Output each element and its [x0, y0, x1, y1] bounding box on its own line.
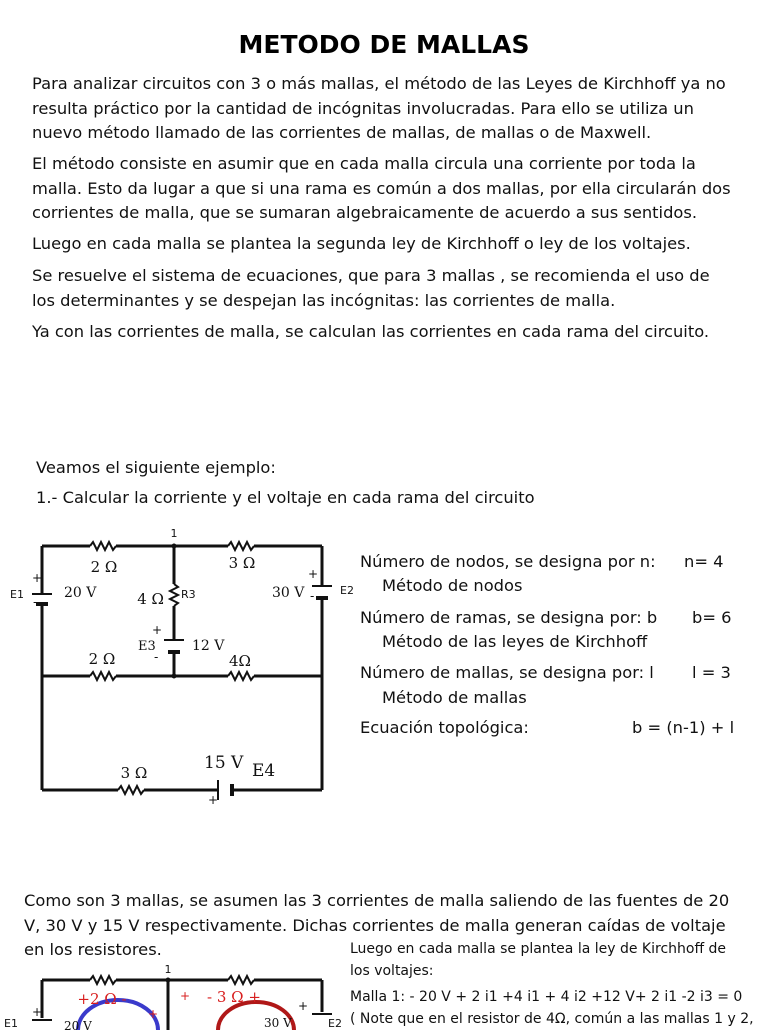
resistor-r3-value: 4 Ω [137, 590, 164, 608]
c2-e2-name: E2 [328, 1017, 342, 1030]
battery-e3-value: 12 V [192, 638, 225, 654]
mesh-1-equation: Malla 1: - 20 V + 2 i1 +4 i1 + 4 i2 +12 V+ 2 i1 -2 i3 = 0 [350, 989, 743, 1005]
battery-e3-plus: + [152, 623, 163, 637]
branches-label: Número de ramas, se designa por: b [360, 608, 658, 627]
meshes-value: l = 3 [692, 663, 731, 682]
battery-e2-value: 30 V [272, 585, 305, 601]
battery-e1-name: E1 [10, 588, 24, 601]
battery-e4-name: E4 [252, 761, 276, 781]
c2-e1-value: 20 V [64, 1019, 92, 1030]
battery-e4-plus: + [208, 793, 219, 807]
example-intro: Veamos el siguiente ejemplo: [36, 458, 276, 477]
resistor-bottom-label: 3 Ω [120, 764, 148, 782]
nodes-label: Número de nodos, se designa por n: [360, 552, 656, 571]
c2-e2-plus: + [298, 999, 309, 1013]
resistor-mid-left-label: 2 Ω [88, 650, 116, 668]
battery-e4-value: 15 V [204, 753, 244, 773]
node-label: 1 [170, 527, 178, 540]
kirchhoff-note: Luego en cada malla se plantea la ley de Kirchhoff de los voltajes: [350, 941, 727, 979]
paragraph-mesh-currents: Como son 3 mallas, se asumen las 3 corrientes de malla saliendo de las fuentes de 20 V, 30 V y 15 V respectivamente. Dichas corrientes de malla generan caídas de voltaje en los resistores. [24, 891, 730, 959]
resistor-top-left-label: 2 Ω [90, 558, 118, 576]
c2-resistor-right-label: - 3 Ω + [207, 988, 261, 1006]
c2-node-label: 1 [164, 963, 172, 976]
resistor-top-right-label: 3 Ω [228, 554, 256, 572]
meshes-label: Número de mallas, se designa por: l [360, 663, 654, 682]
branches-method: Método de las leyes de Kirchhoff [382, 632, 648, 651]
resistor-r3-name: R3 [181, 588, 196, 601]
battery-e1-minus: - [33, 595, 38, 609]
topological-equation-label: Ecuación topológica: [360, 718, 529, 737]
paragraph-determinants: Se resuelve el sistema de ecuaciones, que para 3 mallas , se recomienda el uso de los determinantes y se despejan las incógnitas: las corrientes de malla. [32, 266, 710, 310]
battery-e1-plus: + [32, 571, 43, 585]
c2-e1-plus: + [32, 1005, 43, 1019]
page-title: METODO DE MALLAS [238, 30, 530, 59]
paragraph-intro: Para analizar circuitos con 3 o más mallas, el método de las Leyes de Kirchhoff ya no resulta práctico por la cantidad de incógnitas involucradas. Para ello se utiliza un nuevo método llamado de las corrientes de mallas, de mallas o de Maxwell. [32, 74, 726, 142]
battery-e2-name: E2 [340, 584, 354, 597]
meshes-method: Método de mallas [382, 688, 527, 707]
paragraph-branch-currents: Ya con las corrientes de malla, se calculan las corrientes en cada rama del circuito. [32, 322, 710, 341]
c2-sign-plus-2: + [180, 989, 191, 1003]
branches-value: b= 6 [692, 608, 732, 627]
paragraph-kirchhoff: Luego en cada malla se plantea la segunda ley de Kirchhoff o ley de los voltajes. [32, 234, 691, 253]
battery-e3-name: E3 [138, 639, 156, 654]
battery-e2-plus: + [308, 567, 319, 581]
battery-e3-minus: - [154, 650, 159, 664]
topological-equation-formula: b = (n-1) + l [632, 718, 735, 737]
battery-e2-minus: - [310, 589, 315, 603]
c2-sign-plus-1: + [148, 1007, 159, 1021]
resistor-mid-right-label: 4Ω [229, 652, 251, 670]
battery-e1-value: 20 V [64, 585, 97, 601]
c2-e1-name: E1 [4, 1017, 18, 1030]
c2-e2-value: 30 V [264, 1016, 292, 1030]
resistor-note: ( Note que en el resistor de 4Ω, común a las mallas 1 y 2, [350, 1011, 754, 1027]
paragraph-method: El método consiste en asumir que en cada malla circula una corriente por toda la malla. Esto da lugar a que si una rama es común a dos mallas, por ella circularán dos corrientes de malla, que se sumaran algebraicamente de acuerdo a sus sentidos. [32, 154, 731, 222]
example-problem: 1.- Calcular la corriente y el voltaje en cada rama del circuito [36, 488, 535, 507]
nodes-value: n= 4 [684, 552, 724, 571]
nodes-method: Método de nodos [382, 576, 523, 595]
c2-resistor-left-label: +2 Ω - [77, 990, 127, 1008]
